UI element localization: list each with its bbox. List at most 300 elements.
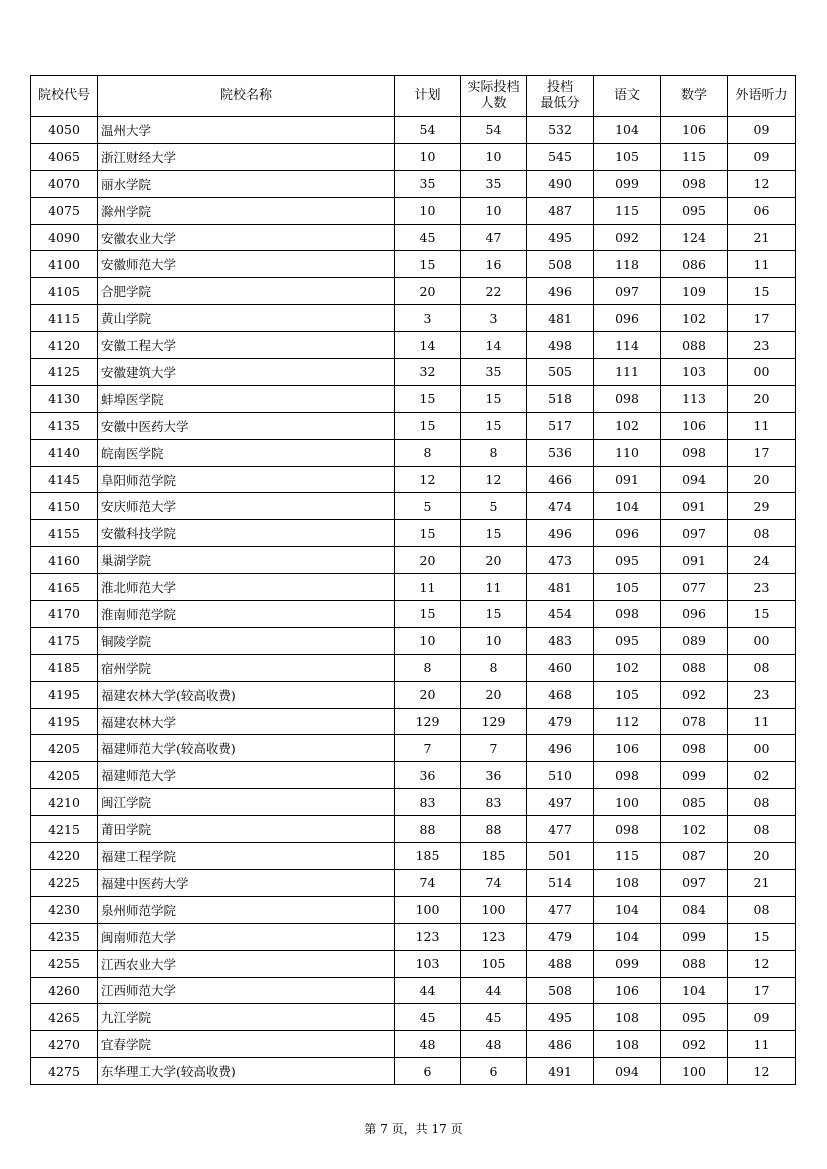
cell-chinese: 104 [594,493,661,520]
cell-min-score: 474 [527,493,594,520]
cell-code: 4270 [31,1031,98,1058]
cell-code: 4125 [31,359,98,386]
cell-math: 084 [661,896,728,923]
cell-chinese: 094 [594,1058,661,1085]
header-actual-line2: 人数 [480,96,507,111]
cell-name: 合肥学院 [98,278,395,305]
cell-name: 安徽科技学院 [98,520,395,547]
cell-actual: 12 [461,466,527,493]
cell-min-score: 508 [527,251,594,278]
cell-code: 4145 [31,466,98,493]
cell-math: 088 [661,332,728,359]
cell-min-score: 468 [527,681,594,708]
cell-listening: 12 [728,950,796,977]
table-row [31,359,796,386]
cell-actual: 22 [461,278,527,305]
cell-name: 温州大学 [98,117,395,144]
cell-code: 4220 [31,843,98,870]
cell-code: 4225 [31,869,98,896]
cell-listening: 15 [728,278,796,305]
cell-actual: 8 [461,654,527,681]
admission-score-sheet [30,75,795,1085]
cell-actual: 15 [461,385,527,412]
cell-chinese: 091 [594,466,661,493]
cell-name: 闽江学院 [98,789,395,816]
cell-name: 阜阳师范学院 [98,466,395,493]
cell-actual: 15 [461,520,527,547]
cell-name: 安庆师范大学 [98,493,395,520]
cell-actual: 6 [461,1058,527,1085]
cell-name: 淮北师范大学 [98,574,395,601]
cell-min-score: 497 [527,789,594,816]
cell-plan: 36 [395,762,461,789]
cell-listening: 08 [728,520,796,547]
cell-plan: 15 [395,412,461,439]
cell-min-score: 479 [527,923,594,950]
table-row [31,708,796,735]
cell-code: 4195 [31,681,98,708]
cell-chinese: 099 [594,170,661,197]
cell-code: 4260 [31,977,98,1004]
cell-min-score: 505 [527,359,594,386]
cell-min-score: 495 [527,1004,594,1031]
cell-code: 4275 [31,1058,98,1085]
cell-math: 102 [661,305,728,332]
cell-chinese: 104 [594,923,661,950]
cell-min-score: 514 [527,869,594,896]
cell-name: 安徽农业大学 [98,224,395,251]
cell-min-score: 496 [527,278,594,305]
cell-chinese: 096 [594,305,661,332]
cell-plan: 44 [395,977,461,1004]
cell-name: 皖南医学院 [98,439,395,466]
cell-listening: 11 [728,1031,796,1058]
cell-actual: 185 [461,843,527,870]
header-min-score [527,76,594,117]
cell-plan: 32 [395,359,461,386]
cell-listening: 00 [728,627,796,654]
header-name: 院校名称 [98,76,395,117]
cell-listening: 09 [728,117,796,144]
cell-code: 4115 [31,305,98,332]
cell-actual: 5 [461,493,527,520]
cell-code: 4170 [31,601,98,628]
cell-code: 4175 [31,627,98,654]
table-row [31,412,796,439]
cell-actual: 20 [461,681,527,708]
cell-name: 淮南师范学院 [98,601,395,628]
cell-plan: 6 [395,1058,461,1085]
cell-min-score: 536 [527,439,594,466]
cell-min-score: 483 [527,627,594,654]
table-row [31,789,796,816]
cell-min-score: 454 [527,601,594,628]
cell-chinese: 100 [594,789,661,816]
cell-code: 4070 [31,170,98,197]
cell-math: 099 [661,762,728,789]
table-body [31,117,796,1085]
cell-code: 4140 [31,439,98,466]
cell-min-score: 466 [527,466,594,493]
table-row [31,681,796,708]
cell-actual: 105 [461,950,527,977]
table-row [31,466,796,493]
cell-actual: 15 [461,412,527,439]
cell-min-score: 490 [527,170,594,197]
cell-chinese: 115 [594,843,661,870]
cell-math: 087 [661,843,728,870]
cell-min-score: 477 [527,896,594,923]
cell-math: 098 [661,735,728,762]
cell-math: 098 [661,170,728,197]
cell-listening: 11 [728,412,796,439]
cell-plan: 83 [395,789,461,816]
cell-min-score: 518 [527,385,594,412]
table-row [31,117,796,144]
table-row [31,143,796,170]
table-row [31,627,796,654]
cell-code: 4210 [31,789,98,816]
cell-min-score: 532 [527,117,594,144]
table-row [31,197,796,224]
cell-math: 088 [661,950,728,977]
cell-chinese: 111 [594,359,661,386]
cell-chinese: 108 [594,1031,661,1058]
cell-listening: 06 [728,197,796,224]
cell-listening: 20 [728,466,796,493]
cell-listening: 09 [728,143,796,170]
cell-name: 福建师范大学 [98,762,395,789]
cell-chinese: 105 [594,574,661,601]
cell-chinese: 098 [594,601,661,628]
cell-min-score: 460 [527,654,594,681]
cell-actual: 47 [461,224,527,251]
cell-chinese: 095 [594,547,661,574]
cell-chinese: 108 [594,1004,661,1031]
cell-listening: 17 [728,439,796,466]
cell-plan: 100 [395,896,461,923]
cell-plan: 15 [395,385,461,412]
cell-code: 4135 [31,412,98,439]
cell-chinese: 098 [594,385,661,412]
table-row [31,385,796,412]
table-row [31,547,796,574]
table-row [31,170,796,197]
cell-math: 109 [661,278,728,305]
cell-listening: 23 [728,574,796,601]
cell-plan: 185 [395,843,461,870]
cell-math: 088 [661,654,728,681]
header-actual [461,76,527,117]
cell-actual: 44 [461,977,527,1004]
cell-listening: 00 [728,359,796,386]
cell-code: 4255 [31,950,98,977]
table-row [31,869,796,896]
cell-math: 124 [661,224,728,251]
cell-code: 4185 [31,654,98,681]
cell-name: 浙江财经大学 [98,143,395,170]
cell-math: 095 [661,197,728,224]
cell-chinese: 106 [594,977,661,1004]
cell-chinese: 098 [594,762,661,789]
cell-listening: 17 [728,305,796,332]
cell-plan: 5 [395,493,461,520]
table-row [31,520,796,547]
cell-actual: 8 [461,439,527,466]
cell-math: 085 [661,789,728,816]
header-actual-line1: 实际投档 [467,80,520,95]
cell-plan: 20 [395,681,461,708]
cell-listening: 24 [728,547,796,574]
header-min-line1: 投档 [546,80,573,95]
cell-chinese: 092 [594,224,661,251]
header-min-line2: 最低分 [540,96,580,111]
table-row [31,1031,796,1058]
header-chinese: 语文 [594,76,661,117]
cell-math: 113 [661,385,728,412]
cell-name: 莆田学院 [98,816,395,843]
admission-score-table [30,75,796,1085]
cell-name: 宿州学院 [98,654,395,681]
cell-math: 091 [661,547,728,574]
cell-listening: 11 [728,251,796,278]
cell-chinese: 096 [594,520,661,547]
cell-name: 江西农业大学 [98,950,395,977]
cell-actual: 14 [461,332,527,359]
cell-code: 4230 [31,896,98,923]
cell-math: 092 [661,681,728,708]
cell-name: 福建师范大学(较高收费) [98,735,395,762]
cell-plan: 12 [395,466,461,493]
cell-plan: 20 [395,547,461,574]
cell-actual: 35 [461,170,527,197]
cell-code: 4120 [31,332,98,359]
cell-actual: 88 [461,816,527,843]
cell-actual: 3 [461,305,527,332]
cell-math: 100 [661,1058,728,1085]
cell-math: 092 [661,1031,728,1058]
table-row [31,332,796,359]
cell-min-score: 496 [527,520,594,547]
cell-actual: 10 [461,143,527,170]
cell-code: 4130 [31,385,98,412]
cell-chinese: 110 [594,439,661,466]
cell-min-score: 501 [527,843,594,870]
cell-listening: 11 [728,708,796,735]
cell-code: 4205 [31,762,98,789]
cell-math: 106 [661,412,728,439]
cell-chinese: 115 [594,197,661,224]
cell-math: 104 [661,977,728,1004]
cell-name: 黄山学院 [98,305,395,332]
cell-actual: 11 [461,574,527,601]
cell-listening: 09 [728,1004,796,1031]
cell-plan: 15 [395,251,461,278]
cell-name: 东华理工大学(较高收费) [98,1058,395,1085]
cell-math: 098 [661,439,728,466]
cell-listening: 15 [728,601,796,628]
cell-actual: 10 [461,197,527,224]
cell-name: 福建农林大学 [98,708,395,735]
table-row [31,439,796,466]
cell-actual: 45 [461,1004,527,1031]
header-plan: 计划 [395,76,461,117]
cell-listening: 17 [728,977,796,1004]
cell-chinese: 105 [594,143,661,170]
cell-plan: 48 [395,1031,461,1058]
cell-actual: 129 [461,708,527,735]
cell-name: 安徽工程大学 [98,332,395,359]
cell-plan: 88 [395,816,461,843]
cell-math: 115 [661,143,728,170]
cell-math: 096 [661,601,728,628]
cell-min-score: 488 [527,950,594,977]
cell-listening: 29 [728,493,796,520]
cell-math: 091 [661,493,728,520]
cell-code: 4160 [31,547,98,574]
cell-chinese: 102 [594,412,661,439]
cell-name: 九江学院 [98,1004,395,1031]
cell-listening: 08 [728,789,796,816]
table-row [31,923,796,950]
table-row [31,278,796,305]
cell-code: 4205 [31,735,98,762]
header-math: 数学 [661,76,728,117]
table-header-row [31,76,796,117]
cell-chinese: 105 [594,681,661,708]
cell-listening: 20 [728,843,796,870]
cell-name: 宜春学院 [98,1031,395,1058]
cell-plan: 20 [395,278,461,305]
cell-plan: 45 [395,1004,461,1031]
cell-plan: 15 [395,601,461,628]
cell-name: 福建中医药大学 [98,869,395,896]
table-row [31,977,796,1004]
cell-listening: 23 [728,681,796,708]
cell-plan: 35 [395,170,461,197]
cell-min-score: 508 [527,977,594,1004]
cell-code: 4165 [31,574,98,601]
cell-math: 094 [661,466,728,493]
table-row [31,735,796,762]
cell-math: 095 [661,1004,728,1031]
cell-actual: 16 [461,251,527,278]
cell-plan: 103 [395,950,461,977]
cell-listening: 00 [728,735,796,762]
cell-chinese: 114 [594,332,661,359]
cell-plan: 10 [395,143,461,170]
cell-listening: 21 [728,224,796,251]
cell-chinese: 118 [594,251,661,278]
cell-math: 102 [661,816,728,843]
cell-code: 4065 [31,143,98,170]
cell-min-score: 510 [527,762,594,789]
cell-min-score: 545 [527,143,594,170]
cell-listening: 08 [728,896,796,923]
cell-name: 江西师范大学 [98,977,395,1004]
cell-min-score: 477 [527,816,594,843]
table-row [31,305,796,332]
cell-name: 安徽中医药大学 [98,412,395,439]
cell-plan: 129 [395,708,461,735]
cell-code: 4235 [31,923,98,950]
cell-listening: 08 [728,816,796,843]
cell-chinese: 104 [594,117,661,144]
cell-math: 078 [661,708,728,735]
cell-name: 安徽师范大学 [98,251,395,278]
cell-actual: 7 [461,735,527,762]
cell-actual: 83 [461,789,527,816]
cell-math: 106 [661,117,728,144]
cell-name: 福建农林大学(较高收费) [98,681,395,708]
cell-listening: 21 [728,869,796,896]
cell-actual: 48 [461,1031,527,1058]
cell-name: 滁州学院 [98,197,395,224]
table-row [31,896,796,923]
cell-listening: 12 [728,170,796,197]
cell-name: 福建工程学院 [98,843,395,870]
cell-actual: 20 [461,547,527,574]
cell-code: 4195 [31,708,98,735]
cell-chinese: 108 [594,869,661,896]
table-row [31,843,796,870]
header-code: 院校代号 [31,76,98,117]
cell-plan: 11 [395,574,461,601]
cell-plan: 54 [395,117,461,144]
cell-chinese: 098 [594,816,661,843]
cell-math: 097 [661,520,728,547]
cell-listening: 23 [728,332,796,359]
cell-actual: 36 [461,762,527,789]
cell-plan: 10 [395,197,461,224]
cell-code: 4100 [31,251,98,278]
cell-min-score: 496 [527,735,594,762]
table-row [31,654,796,681]
cell-math: 099 [661,923,728,950]
table-row [31,816,796,843]
cell-name: 泉州师范学院 [98,896,395,923]
cell-code: 4090 [31,224,98,251]
cell-chinese: 104 [594,896,661,923]
cell-plan: 14 [395,332,461,359]
cell-min-score: 481 [527,574,594,601]
cell-code: 4105 [31,278,98,305]
cell-chinese: 102 [594,654,661,681]
cell-name: 巢湖学院 [98,547,395,574]
cell-name: 安徽建筑大学 [98,359,395,386]
cell-actual: 15 [461,601,527,628]
table-row [31,574,796,601]
cell-name: 丽水学院 [98,170,395,197]
table-row [31,950,796,977]
cell-math: 089 [661,627,728,654]
cell-listening: 15 [728,923,796,950]
cell-code: 4265 [31,1004,98,1031]
cell-code: 4075 [31,197,98,224]
cell-code: 4050 [31,117,98,144]
header-listening: 外语听力 [728,76,796,117]
cell-listening: 02 [728,762,796,789]
cell-plan: 15 [395,520,461,547]
cell-plan: 8 [395,439,461,466]
cell-listening: 12 [728,1058,796,1085]
cell-min-score: 473 [527,547,594,574]
cell-chinese: 112 [594,708,661,735]
cell-min-score: 517 [527,412,594,439]
cell-chinese: 106 [594,735,661,762]
cell-chinese: 097 [594,278,661,305]
cell-math: 097 [661,869,728,896]
